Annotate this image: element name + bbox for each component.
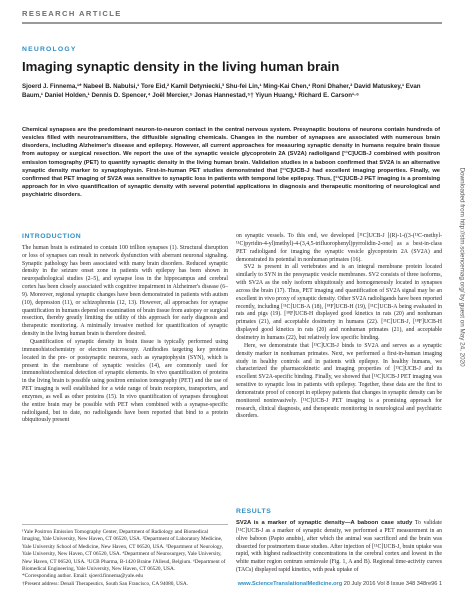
introduction-heading: INTRODUCTION: [22, 233, 82, 240]
right-paragraph-3: Here, we demonstrate that [¹¹C]UCB-J binds to SV2A and serves as a synaptic density marker in nonhuman primates. Next, we performed a first-in-human imaging study in healthy controls and in patients with epilepsy. In healthy humans, we characterized the pharmacokinetic and imaging properties of [¹¹C]UCB-J and its excellent SV2A-specific binding. Finally, we showed that [¹¹C]UCB-J PET imaging was sensitive to synaptic loss in patients with epilepsy. Together, these data are the first to demonstrate proof of concept in epilepsy patients that changes in synaptic density can be monitored noninvasively. [¹¹C]UCB-J PET imaging is a promising approach for research, clinical diagnosis, and therapeutic monitoring in neurological and psychiatric disorders.: [236, 342, 442, 420]
intro-paragraph-2: Quantification of synaptic density in brain tissue is typically performed using immunohistochemistry or electron microscopy. Antibodies targeting key proteins located in the pre- or postsynaptic neurons, such as synaptophysin (SYN), which is present in the membrane of synaptic vesicles (14), are commonly used for immunohistochemical detection of synaptic elements. In vivo quantification of proteins in the living brain is possible using positron emission tomography (PET) and the use of PET imaging is well established for a wide range of brain receptors, transporters, and enzymes, as well as other proteins (15). In vivo quantification of synapses throughout the entire brain may be possible with PET when combined with a synapse-specific radioligand, but to date, no radioligands have been reported that bind to a protein ubiquitously present: [22, 338, 228, 424]
right-paragraph-2: SV2 is present in all vertebrates and is an integral membrane protein located similarly to SYN in the presynaptic vesicle membranes. SV2 consists of three isoforms, with SV2A as the only isoform ubiquitously and homogeneously located in synapses across the brain (17). Thus, PET imaging and quantification of SV2A signal may be an excellent in vivo proxy of synaptic density. Other SV2A radioligands have been reported recently, including [¹¹C]UCB-A (18), [¹⁸F]UCB-H (19), [¹¹C]UCB-A being evaluated in rats and pigs (19). [¹⁸F]UCB-H displayed good kinetics in rats (20) and nonhuman primates (21), and acceptable dosimetry in humans (22). [¹¹C]UCB-J, [¹⁸F]UCB-H displayed good kinetics in rats (20) and nonhuman primates (21), and acceptable dosimetry in humans (22), but relatively low specific binding.: [236, 264, 442, 341]
download-note-text: Downloaded from http://stm.sciencemag.org/ by guest on May 24, 2020: [458, 167, 466, 367]
footnote-rule: [22, 524, 228, 525]
affiliation-footnotes: [22, 524, 228, 588]
category-label: NEUROLOGY: [22, 46, 77, 53]
header-rule: [22, 22, 442, 24]
results-body: [236, 520, 442, 575]
right-column: [236, 233, 442, 421]
journal-url[interactable]: www.ScienceTranslationalMedicine.org: [237, 581, 343, 587]
results-section: [236, 508, 442, 519]
right-paragraph-1: on synaptic vessels. To this end, we developed [¹¹C]UCB-J [(R)-1-((3-(¹¹C-methyl-¹¹C)pyridin-4-yl)methyl)-4-(3,4,5-trifluorophenyl)pyrrolidin-2-one] as a best-in-class PET radioligand for imaging the synaptic vesicle glycoprotein 2A (SV2A) and demonstrated its potential in nonhuman primates (16).: [236, 233, 442, 263]
corresponding-author: *Corresponding author. Email: sjoerd.finnema@yale.edu: [22, 573, 144, 580]
intro-paragraph-1: The human brain is estimated to contain 100 trillion synapses (1). Structural disruption or loss of synapses can result in network dysfunction with aberrant neuronal signaling. Synaptic pathology has been associated with many brain disorders. Reduced synaptic density in the seizure onset zone in patients with epilepsy has been shown in neuropathological studies (2–5), and synapse loss in the hippocampus and cerebral cortex has been closely associated with cognitive impairment in Alzheimer's disease (6–9). Moreover, regional synaptic changes have been demonstrated in patients with autism (10), depression (11), or schizophrenia (12, 13). However, all approaches for synapse quantification in humans depend on examination of brain tissue from autopsy or surgical resection, thereby greatly limiting the utility of this approach for early diagnosis and therapeutic monitoring. A minimally invasive method for quantification of synaptic density in the living human brain is therefore desired.: [22, 244, 228, 338]
results-subheading: SV2A is a marker of synaptic density—A baboon case study: [236, 520, 413, 526]
left-column: [22, 233, 228, 425]
abstract: Chemical synapses are the predominant neuron-to-neuron contact in the central nervous system. Presynaptic boutons of neurons contain hundreds of vesicles filled with neurotransmitters, the diffusible signaling chemicals. Changes in the number of synapses are associated with numerous brain disorders, including Alzheimer's disease and epilepsy. However, all current approaches for measuring synaptic density in humans require brain tissue from autopsy or surgical resection. We report the use of the synaptic vesicle glycoprotein 2A (SV2A) radioligand [¹¹C]UCB-J combined with positron emission tomography (PET) to quantify synaptic density in the living human brain. Validation studies in a baboon confirmed that SV2A is an alternative synaptic density marker to synaptophysin. First-in-human PET studies demonstrated that [¹¹C]UCB-J had excellent imaging properties. Finally, we confirmed that PET imaging of SV2A was sensitive to synaptic loss in patients with temporal lobe epilepsy. Thus, [¹¹C]UCB-J PET imaging is a promising approach for in vivo quantification of synaptic density with several potential applications in diagnosis and therapeutic monitoring of neurological and psychiatric disorders.: [22, 127, 440, 199]
article-title: Imaging synaptic density in the living human brain: [22, 59, 340, 74]
article-type-label: RESEARCH ARTICLE: [22, 9, 122, 18]
results-heading: RESULTS: [236, 508, 272, 515]
present-address: †Present address: Denali Therapeutics, South San Francisco, CA 94080, USA.: [22, 580, 188, 587]
footer-issue-info: 20 July 2016 Vol 8 Issue 348 348re96 1: [343, 581, 442, 587]
affiliations: ¹Yale Positron Emission Tomography Center, Department of Radiology and Biomedical Imaging, Yale University, New Haven, CT 06520, USA. ²Department of Laboratory Medicine, Yale University School of Medicine, New Haven, CT 06520, USA. ³Department of Neurology, Yale University, New Haven, CT 06520, USA. ⁴Department of Neurosurgery, Yale University, New Haven, CT 06520, USA. ⁵UCB Pharma, B-1420 Braine l'Alleud, Belgium. ⁶Department of Biomedical Engineering, Yale University, New Haven, CT 06520, USA.: [22, 529, 226, 573]
download-watermark: [456, 167, 468, 450]
results-text: To validate [¹¹C]UCB-J as a marker of synaptic density, we performed a PET measurement in an olive baboon (Papio anubis), after which the animal was sacrificed and the brain was dissected for postmortem tissue studies. After injection of [¹¹C]UCB-J, brain uptake was rapid, with highest radioactivity concentrations in the cerebral cortex and lowest in the white matter region centrum semiovale (Fig. 1, A and B). Regional time-activity curves (TACs) displayed rapid kinetics, with peak uptake of: [236, 520, 442, 574]
page-footer: [22, 581, 442, 587]
author-list: Sjoerd J. Finnema,¹* Nabeel B. Nabulsi,¹ Tore Eid,² Kamil Detyniecki,³ Shu-fei Lin,¹ Ming-Kai Chen,¹ Roni Dhaher,² David Matuskey,¹ Evan Baum,¹ Daniel Holden,¹ Dennis D. Spencer,⁴ Joël Mercier,⁵ Jonas Hannestad,⁵† Yiyun Huang,¹ Richard E. Carson¹·⁶: [22, 83, 421, 99]
